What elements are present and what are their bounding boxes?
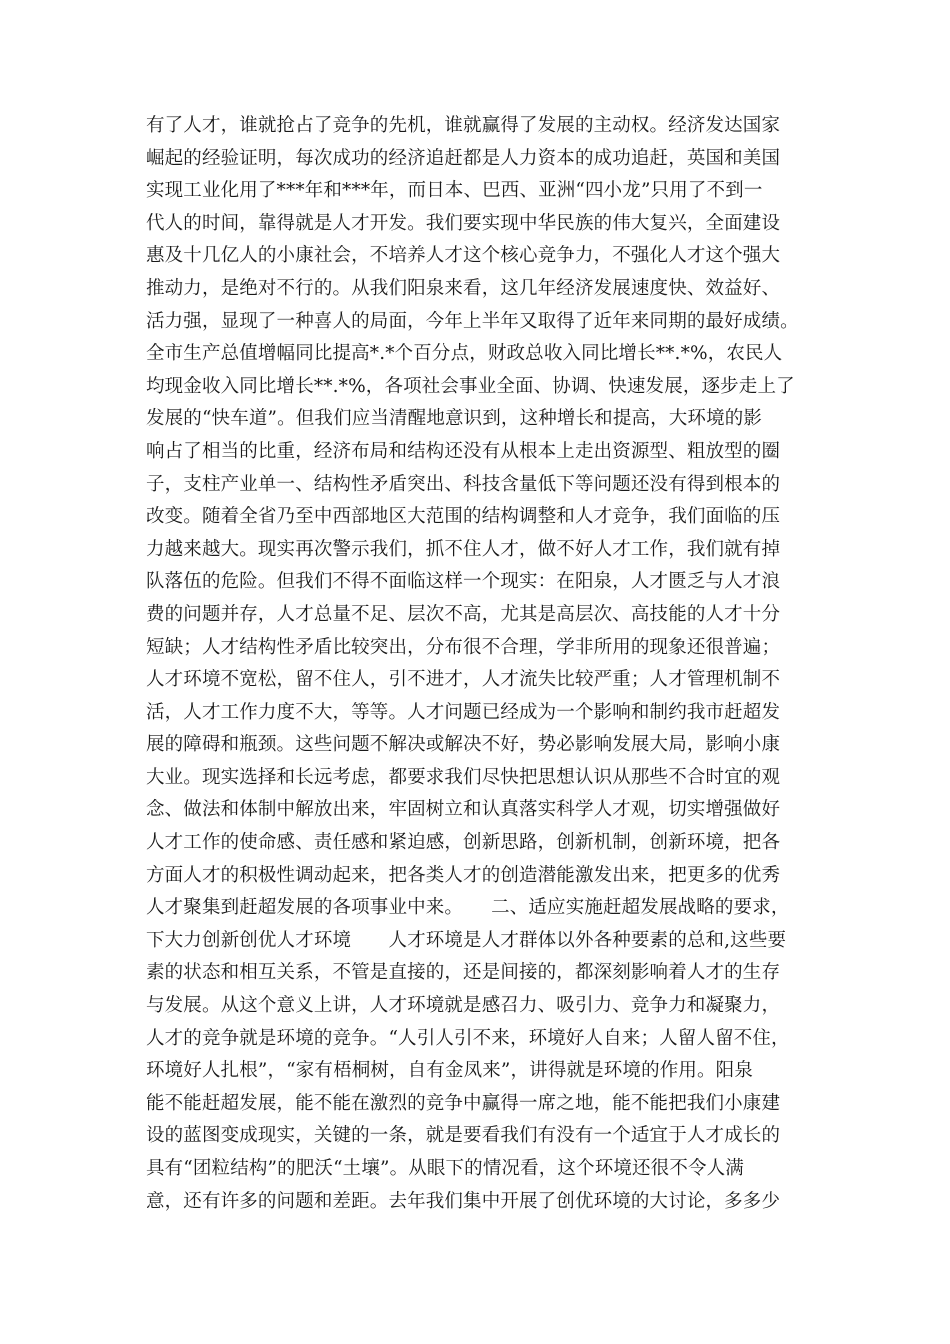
text-line: 队落伍的危险。但我们不得不面临这样一个现实：在阳泉，人才匮乏与人才浪 bbox=[146, 571, 781, 593]
text-line: 惠及十几亿人的小康社会，不培养人才这个核心竞争力，不强化人才这个强大 bbox=[146, 245, 781, 267]
text-line: 人才聚集到赶超发展的各项事业中来。 二、适应实施赶超发展战略的要求， bbox=[146, 897, 790, 919]
text-line: 全市生产总值增幅同比提高*.*个百分点，财政总收入同比增长**.*%，农民人 bbox=[146, 343, 783, 365]
text-line: 响占了相当的比重，经济布局和结构还没有从根本上走出资源型、粗放型的圈 bbox=[146, 440, 781, 462]
text-line: 设的蓝图变成现实，关键的一条，就是要看我们有没有一个适宜于人才成长的 bbox=[146, 1125, 781, 1147]
text-line: 活力强，显现了一种喜人的局面，今年上半年又取得了近年来同期的最好成绩。 bbox=[146, 310, 799, 332]
text-line: 下大力创新创优人才环境 人才环境是人才群体以外各种要素的总和,这些要 bbox=[146, 929, 787, 951]
text-line: 念、做法和体制中解放出来，牢固树立和认真落实科学人才观，切实增强做好 bbox=[146, 799, 781, 821]
text-line: 能不能赶超发展，能不能在激烈的竞争中赢得一席之地，能不能把我们小康建 bbox=[146, 1092, 781, 1114]
text-line: 环境好人扎根”，“家有梧桐树，自有金凤来”，讲得就是环境的作用。阳泉 bbox=[146, 1060, 753, 1082]
text-line: 具有“团粒结构”的肥沃“土壤”。从眼下的情况看，这个环境还很不令人满 bbox=[146, 1158, 744, 1179]
text-line: 与发展。从这个意义上讲，人才环境就是感召力、吸引力、竞争力和凝聚力， bbox=[146, 995, 781, 1017]
text-line: 费的问题并存，人才总量不足、层次不高，尤其是高层次、高技能的人才十分 bbox=[146, 603, 781, 625]
text-line: 有了人才，谁就抢占了竞争的先机，谁就赢得了发展的主动权。经济发达国家 bbox=[146, 115, 781, 136]
text-line: 人才工作的使命感、责任感和紧迫感，创新思路，创新机制，创新环境，把各 bbox=[146, 832, 781, 854]
text-line: 发展的“快车道”。但我们应当清醒地意识到，这种增长和提高，大环境的影 bbox=[146, 408, 763, 430]
text-line: 展的障碍和瓶颈。这些问题不解决或解决不好，势必影响发展大局，影响小康 bbox=[146, 734, 781, 756]
text-line: 人才环境不宽松，留不住人，引不进才，人才流失比较严重；人才管理机制不 bbox=[146, 669, 781, 691]
text-line: 方面人才的积极性调动起来，把各类人才的创造潜能激发出来，把更多的优秀 bbox=[146, 864, 781, 886]
text-line: 意，还有许多的问题和差距。去年我们集中开展了创优环境的大讨论，多多少 bbox=[146, 1190, 781, 1212]
text-line: 改变。随着全省乃至中西部地区大范围的结构调整和人才竞争，我们面临的压 bbox=[146, 506, 781, 528]
text-line: 实现工业化用了***年和***年，而日本、巴西、亚洲“四小龙”只用了不到一 bbox=[146, 180, 763, 202]
body-text bbox=[146, 110, 808, 1218]
text-line: 均现金收入同比增长**.*%，各项社会事业全面、协调、快速发展，逐步走上了 bbox=[146, 375, 795, 397]
text-line: 大业。现实选择和长远考虑，都要求我们尽快把思想认识从那些不合时宜的观 bbox=[146, 766, 781, 788]
text-line: 力越来越大。现实再次警示我们，抓不住人才，做不好人才工作，我们就有掉 bbox=[146, 538, 781, 560]
text-line: 人才的竞争就是环境的竞争。“人引人引不来，环境好人自来；人留人留不住， bbox=[146, 1027, 790, 1049]
text-line: 子，支柱产业单一、结构性矛盾突出、科技含量低下等问题还没有得到根本的 bbox=[146, 473, 781, 495]
text-line: 活，人才工作力度不大，等等。人才问题已经成为一个影响和制约我市赶超发 bbox=[146, 701, 781, 723]
text-line: 素的状态和相互关系，不管是直接的，还是间接的，都深刻影响着人才的生存 bbox=[146, 962, 781, 984]
text-line: 代人的时间，靠得就是人才开发。我们要实现中华民族的伟大复兴，全面建设 bbox=[146, 212, 781, 234]
text-line: 推动力，是绝对不行的。从我们阳泉来看，这几年经济发展速度快、效益好、 bbox=[146, 277, 781, 299]
text-line: 短缺；人才结构性矛盾比较突出，分布很不合理，学非所用的现象还很普遍； bbox=[146, 636, 781, 658]
text-line: 崛起的经验证明，每次成功的经济追赶都是人力资本的成功追赶，英国和美国 bbox=[146, 147, 781, 169]
